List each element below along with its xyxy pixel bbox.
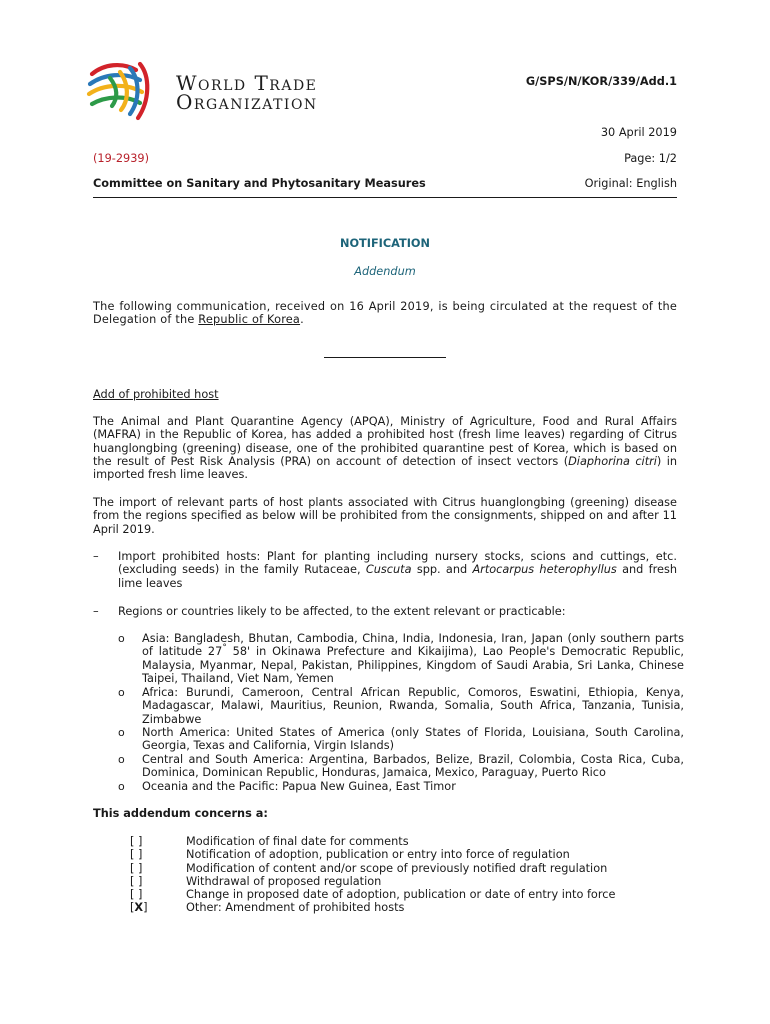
checkbox-checked xyxy=(130,901,186,914)
region-asia-rest: 58' in Okinawa Prefecture and Kikaijima), Lao People's Democratic Republic, Malaysia, Myanmar, Nepal, Pakistan, Philippines, Kingdom of Saudi Arabia, Sri Lanka, Chinese Taipei, Thailand, Viet Nam, Yemen xyxy=(142,645,684,685)
region-bullet-north-america: o xyxy=(118,726,125,739)
dash-item-1-end: and fresh lime leaves xyxy=(118,563,677,590)
intro-country: Republic of Korea xyxy=(198,313,301,327)
concern-item xyxy=(130,848,615,861)
intro-paragraph xyxy=(93,300,677,327)
concerns-list xyxy=(130,835,615,915)
concern-item xyxy=(130,835,615,848)
concern-item xyxy=(130,875,615,888)
checkbox: [ ] xyxy=(130,835,143,848)
concern-label: Modification of content and/or scope of previously notified draft regulation xyxy=(186,861,608,875)
region-bullet-oceania: o xyxy=(118,780,125,793)
checkbox-mark: X xyxy=(134,901,144,915)
doc-date: 30 April 2019 xyxy=(600,126,677,139)
checkbox-close: ] xyxy=(143,901,148,915)
concern-item xyxy=(130,888,615,901)
dash-item-1-text: Import prohibited hosts: Plant for planting including nursery stocks, scions and cuttings, etc. (excluding seeds) in the family Rutaceae, xyxy=(118,550,677,577)
concern-label: Change in proposed date of adoption, publication or date of entry into force xyxy=(186,888,616,902)
dash-item-1-genus: Cuscuta xyxy=(365,563,412,577)
region-bullet-africa: o xyxy=(118,686,125,699)
region-asia-degree: ° xyxy=(222,643,227,654)
concern-label: Other: Amendment of prohibited hosts xyxy=(186,901,405,915)
concerns-title: This addendum concerns a: xyxy=(93,807,268,820)
concern-label: Withdrawal of proposed regulation xyxy=(186,874,382,888)
checkbox: [ ] xyxy=(130,888,143,902)
dash-item-2: Regions or countries likely to be affected, to the extent relevant or practicable: xyxy=(118,605,566,618)
notification-heading: NOTIFICATION xyxy=(339,237,430,250)
checkbox: [ ] xyxy=(130,861,143,875)
paragraph-1-end: ) in imported fresh lime leaves. xyxy=(93,454,678,482)
region-central-south-america: Central and South America: Argentina, Barbados, Belize, Brazil, Colombia, Costa Rica, Cuba, Dominica, Dominican Republic, Honduras, Jamaica, Mexico, Paraguay, Puerto Rico xyxy=(142,753,684,780)
region-north-america: North America: United States of America (only States of Florida, Louisiana, South Carolina, Georgia, Texas and California, Virgin Islands) xyxy=(142,726,684,753)
concern-item xyxy=(130,862,615,875)
section-title: Add of prohibited host xyxy=(93,388,219,401)
region-oceania: Oceania and the Pacific: Papua New Guinea, East Timor xyxy=(142,780,456,793)
concern-label: Notification of adoption, publication or entry into force of regulation xyxy=(186,848,570,862)
doc-symbol: G/SPS/N/KOR/339/Add.1 xyxy=(525,75,677,88)
intro-text: The following communication, received on 16 April 2019, is being circulated at the request of the Delegation of the xyxy=(93,300,677,327)
paragraph-2: The import of relevant parts of host plants associated with Citrus huanglongbing (greening) disease from the regions specified as below will be prohibited from the consignments, shipped on and after 11 April 2019. xyxy=(93,496,677,536)
dash-item-1-mid: spp. and xyxy=(411,563,473,577)
concern-item xyxy=(130,901,615,914)
dash-marker-1: – xyxy=(93,550,99,563)
addendum-subheading: Addendum xyxy=(354,265,416,278)
paragraph-1 xyxy=(93,415,677,481)
paragraph-1-text: The Animal and Plant Quarantine Agency (APQA), Ministry of Agriculture, Food and Rural Affairs (MAFRA) in the Republic of Korea, has added a prohibited host (fresh lime leaves) regarding of Citrus huanglongbing (greening) disease, one of the prohibited quarantine pest of Korea, which is based on the result of Pest Risk Analysis (PRA) on account of detection of insect vectors ( xyxy=(93,415,677,468)
region-bullet-central-south: o xyxy=(118,753,125,766)
doc-ref: (19-2939) xyxy=(93,152,150,165)
dash-item-1 xyxy=(118,550,677,590)
separator-line xyxy=(324,357,446,358)
region-asia-text: Asia: Bangladesh, Bhutan, Cambodia, China, India, Indonesia, Iran, Japan (only southern parts of latitude 27 xyxy=(142,632,684,659)
region-africa: Africa: Burundi, Cameroon, Central African Republic, Comoros, Eswatini, Ethiopia, Kenya, Madagascar, Malawi, Mauritius, Reunion, Rwanda, Somalia, South Africa, Tanzania, Tunisia, Zimbabwe xyxy=(142,686,684,726)
header-rule xyxy=(93,197,677,198)
original-language: Original: English xyxy=(584,177,677,190)
checkbox: [ ] xyxy=(130,848,143,862)
dash-marker-2: – xyxy=(93,605,99,618)
dash-item-1-species: Artocarpus heterophyllus xyxy=(472,563,617,577)
region-bullet-asia: o xyxy=(118,632,125,645)
wto-logo-icon xyxy=(84,56,162,128)
region-asia xyxy=(142,632,684,685)
page-number: Page: 1/2 xyxy=(624,152,677,165)
org-name-line1: World Trade xyxy=(176,71,318,95)
checkbox-open: [ xyxy=(130,901,135,915)
intro-end: . xyxy=(300,313,304,327)
org-name xyxy=(176,71,318,114)
concern-label: Modification of final date for comments xyxy=(186,835,409,848)
committee-name: Committee on Sanitary and Phytosanitary Measures xyxy=(93,177,426,190)
checkbox: [ ] xyxy=(130,874,143,888)
org-name-line2: Organization xyxy=(176,90,318,114)
paragraph-1-species: Diaphorina citri xyxy=(568,454,657,468)
